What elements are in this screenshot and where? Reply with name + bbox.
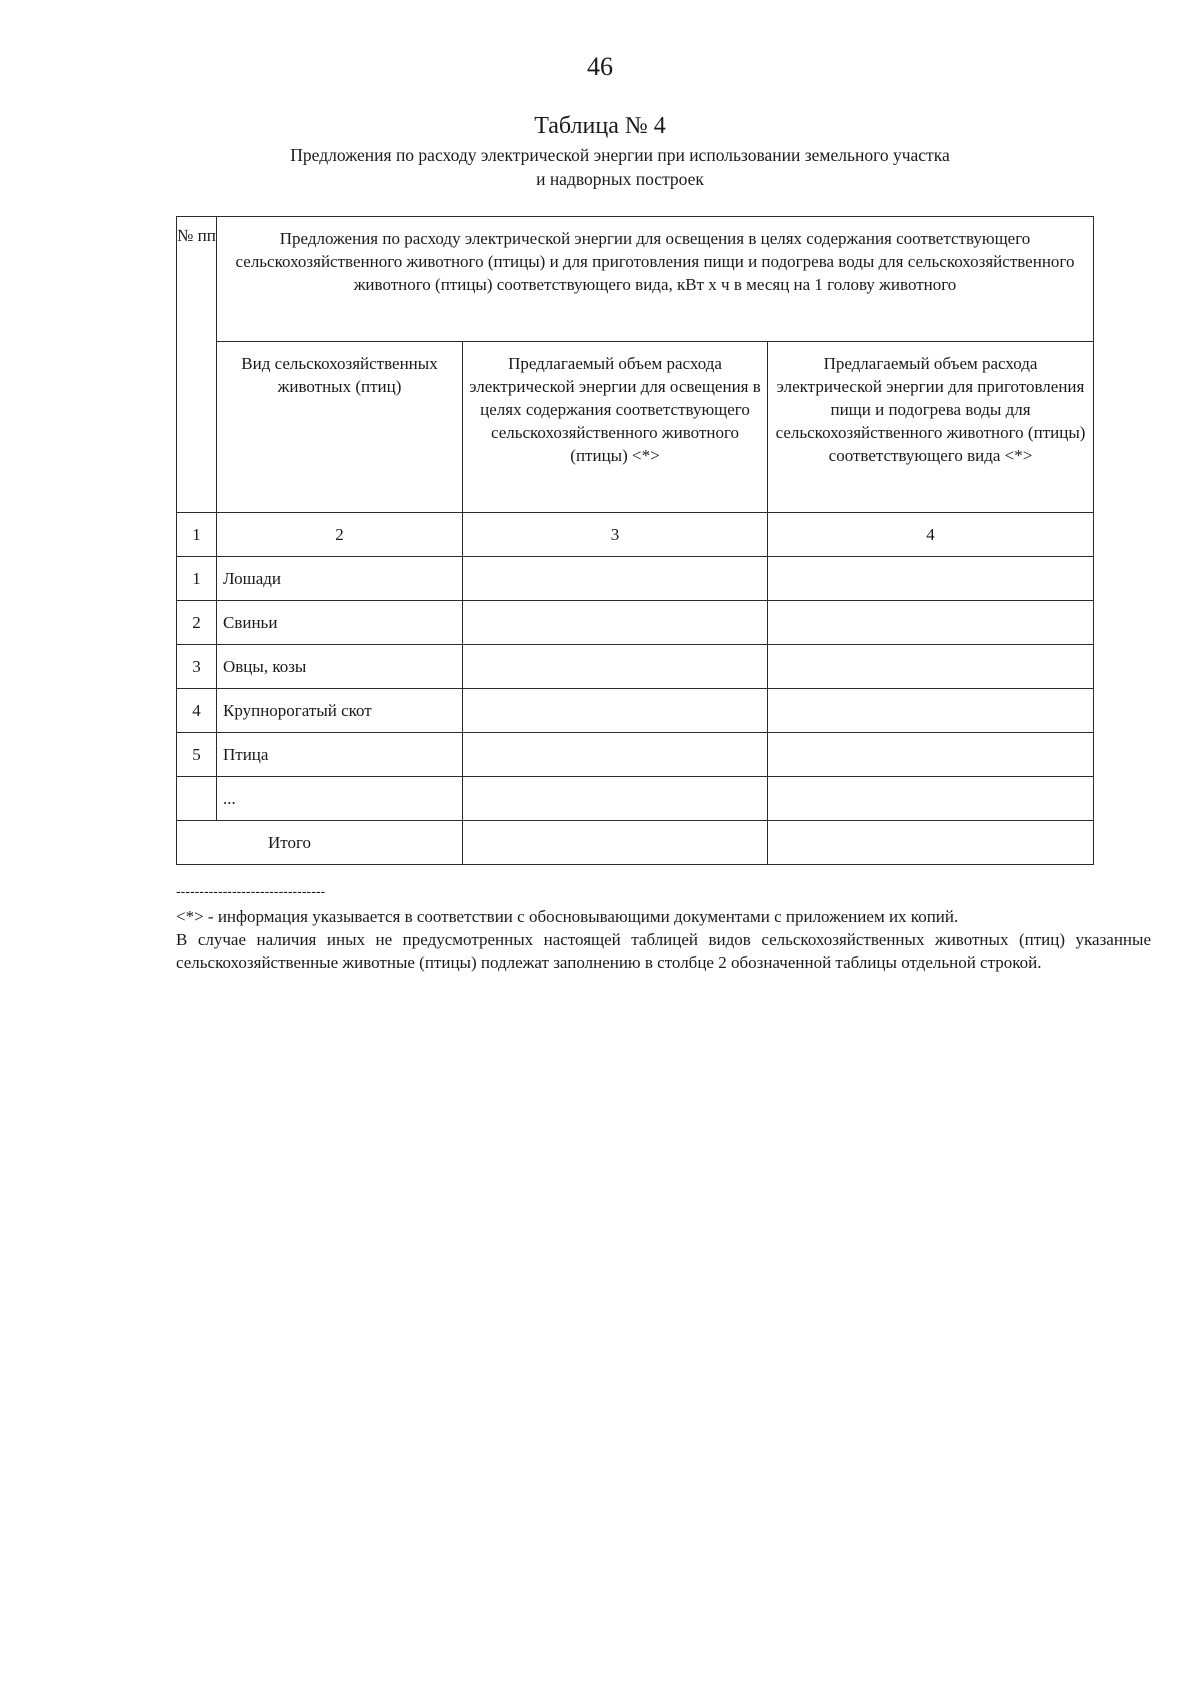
- light-value-cell: [463, 733, 768, 777]
- table-row: [177, 601, 1094, 645]
- total-label: Итого: [177, 821, 463, 865]
- col-header-light: Предлагаемый объем расхода электрической энергии для освещения в целях содержания соответствующего сельскохозяйственного животного (птицы) <*>: [463, 342, 768, 513]
- light-value-cell: [463, 689, 768, 733]
- light-value-cell: [463, 777, 768, 821]
- total-light-cell: [463, 821, 768, 865]
- row-number: 2: [177, 601, 217, 645]
- header-row-main: [177, 217, 1094, 342]
- cooking-value-cell: [768, 557, 1094, 601]
- column-index-row: [177, 513, 1094, 557]
- animal-name: Лошади: [217, 557, 463, 601]
- footnote-separator: --------------------------------: [176, 883, 326, 899]
- column-index: 2: [217, 513, 463, 557]
- row-number: 4: [177, 689, 217, 733]
- footnote: [176, 905, 1151, 974]
- num-header: № пп: [177, 217, 217, 513]
- light-value-cell: [463, 645, 768, 689]
- cooking-value-cell: [768, 777, 1094, 821]
- animal-name: Птица: [217, 733, 463, 777]
- header-row-sub: [177, 342, 1094, 513]
- row-number: 1: [177, 557, 217, 601]
- cooking-value-cell: [768, 689, 1094, 733]
- row-number: [177, 777, 217, 821]
- animal-name: ...: [217, 777, 463, 821]
- electricity-proposal-table: [176, 216, 1094, 865]
- table-title: Таблица № 4: [534, 113, 666, 139]
- row-number: 5: [177, 733, 217, 777]
- col-header-cooking: Предлагаемый объем расхода электрической энергии для приготовления пищи и подогрева воды для сельскохозяйственного животного (птицы) соответствующего вида <*>: [768, 342, 1094, 513]
- col-header-animal: Вид сельскохозяйственных животных (птиц): [217, 342, 463, 513]
- row-number: 3: [177, 645, 217, 689]
- cooking-value-cell: [768, 733, 1094, 777]
- animal-name: Свиньи: [217, 601, 463, 645]
- table-subtitle: Предложения по расходу электрической энергии при использовании земельного участка и надворных построек: [290, 145, 950, 189]
- main-header: Предложения по расходу электрической энергии для освещения в целях содержания соответствующего сельскохозяйственного животного (птицы) и для приготовления пищи и подогрева воды для сельскохозяйственного животного (птицы) соответствующего вида, кВт х ч в месяц на 1 голову животного: [217, 217, 1094, 342]
- table-row: [177, 689, 1094, 733]
- cooking-value-cell: [768, 645, 1094, 689]
- table-row: [177, 777, 1094, 821]
- light-value-cell: [463, 601, 768, 645]
- footnote-asterisk-note: <*> - информация указывается в соответствии с обосновывающими документами с приложением их копий.: [176, 907, 959, 926]
- column-index: 3: [463, 513, 768, 557]
- table-row: [177, 557, 1094, 601]
- total-cooking-cell: [768, 821, 1094, 865]
- total-row: [177, 821, 1094, 865]
- column-index: 1: [177, 513, 217, 557]
- table-row: [177, 645, 1094, 689]
- animal-name: Крупнорогатый скот: [217, 689, 463, 733]
- column-index: 4: [768, 513, 1094, 557]
- light-value-cell: [463, 557, 768, 601]
- page-number: 46: [587, 52, 613, 81]
- footnote-additional-note: В случае наличия иных не предусмотренных настоящей таблицей видов сельскохозяйственных животных (птиц) указанные сельскохозяйственные животные (птицы) подлежат заполнению в столбце 2 обозначенной таблицы отдельной строкой.: [176, 930, 1151, 972]
- cooking-value-cell: [768, 601, 1094, 645]
- animal-name: Овцы, козы: [217, 645, 463, 689]
- table-row: [177, 733, 1094, 777]
